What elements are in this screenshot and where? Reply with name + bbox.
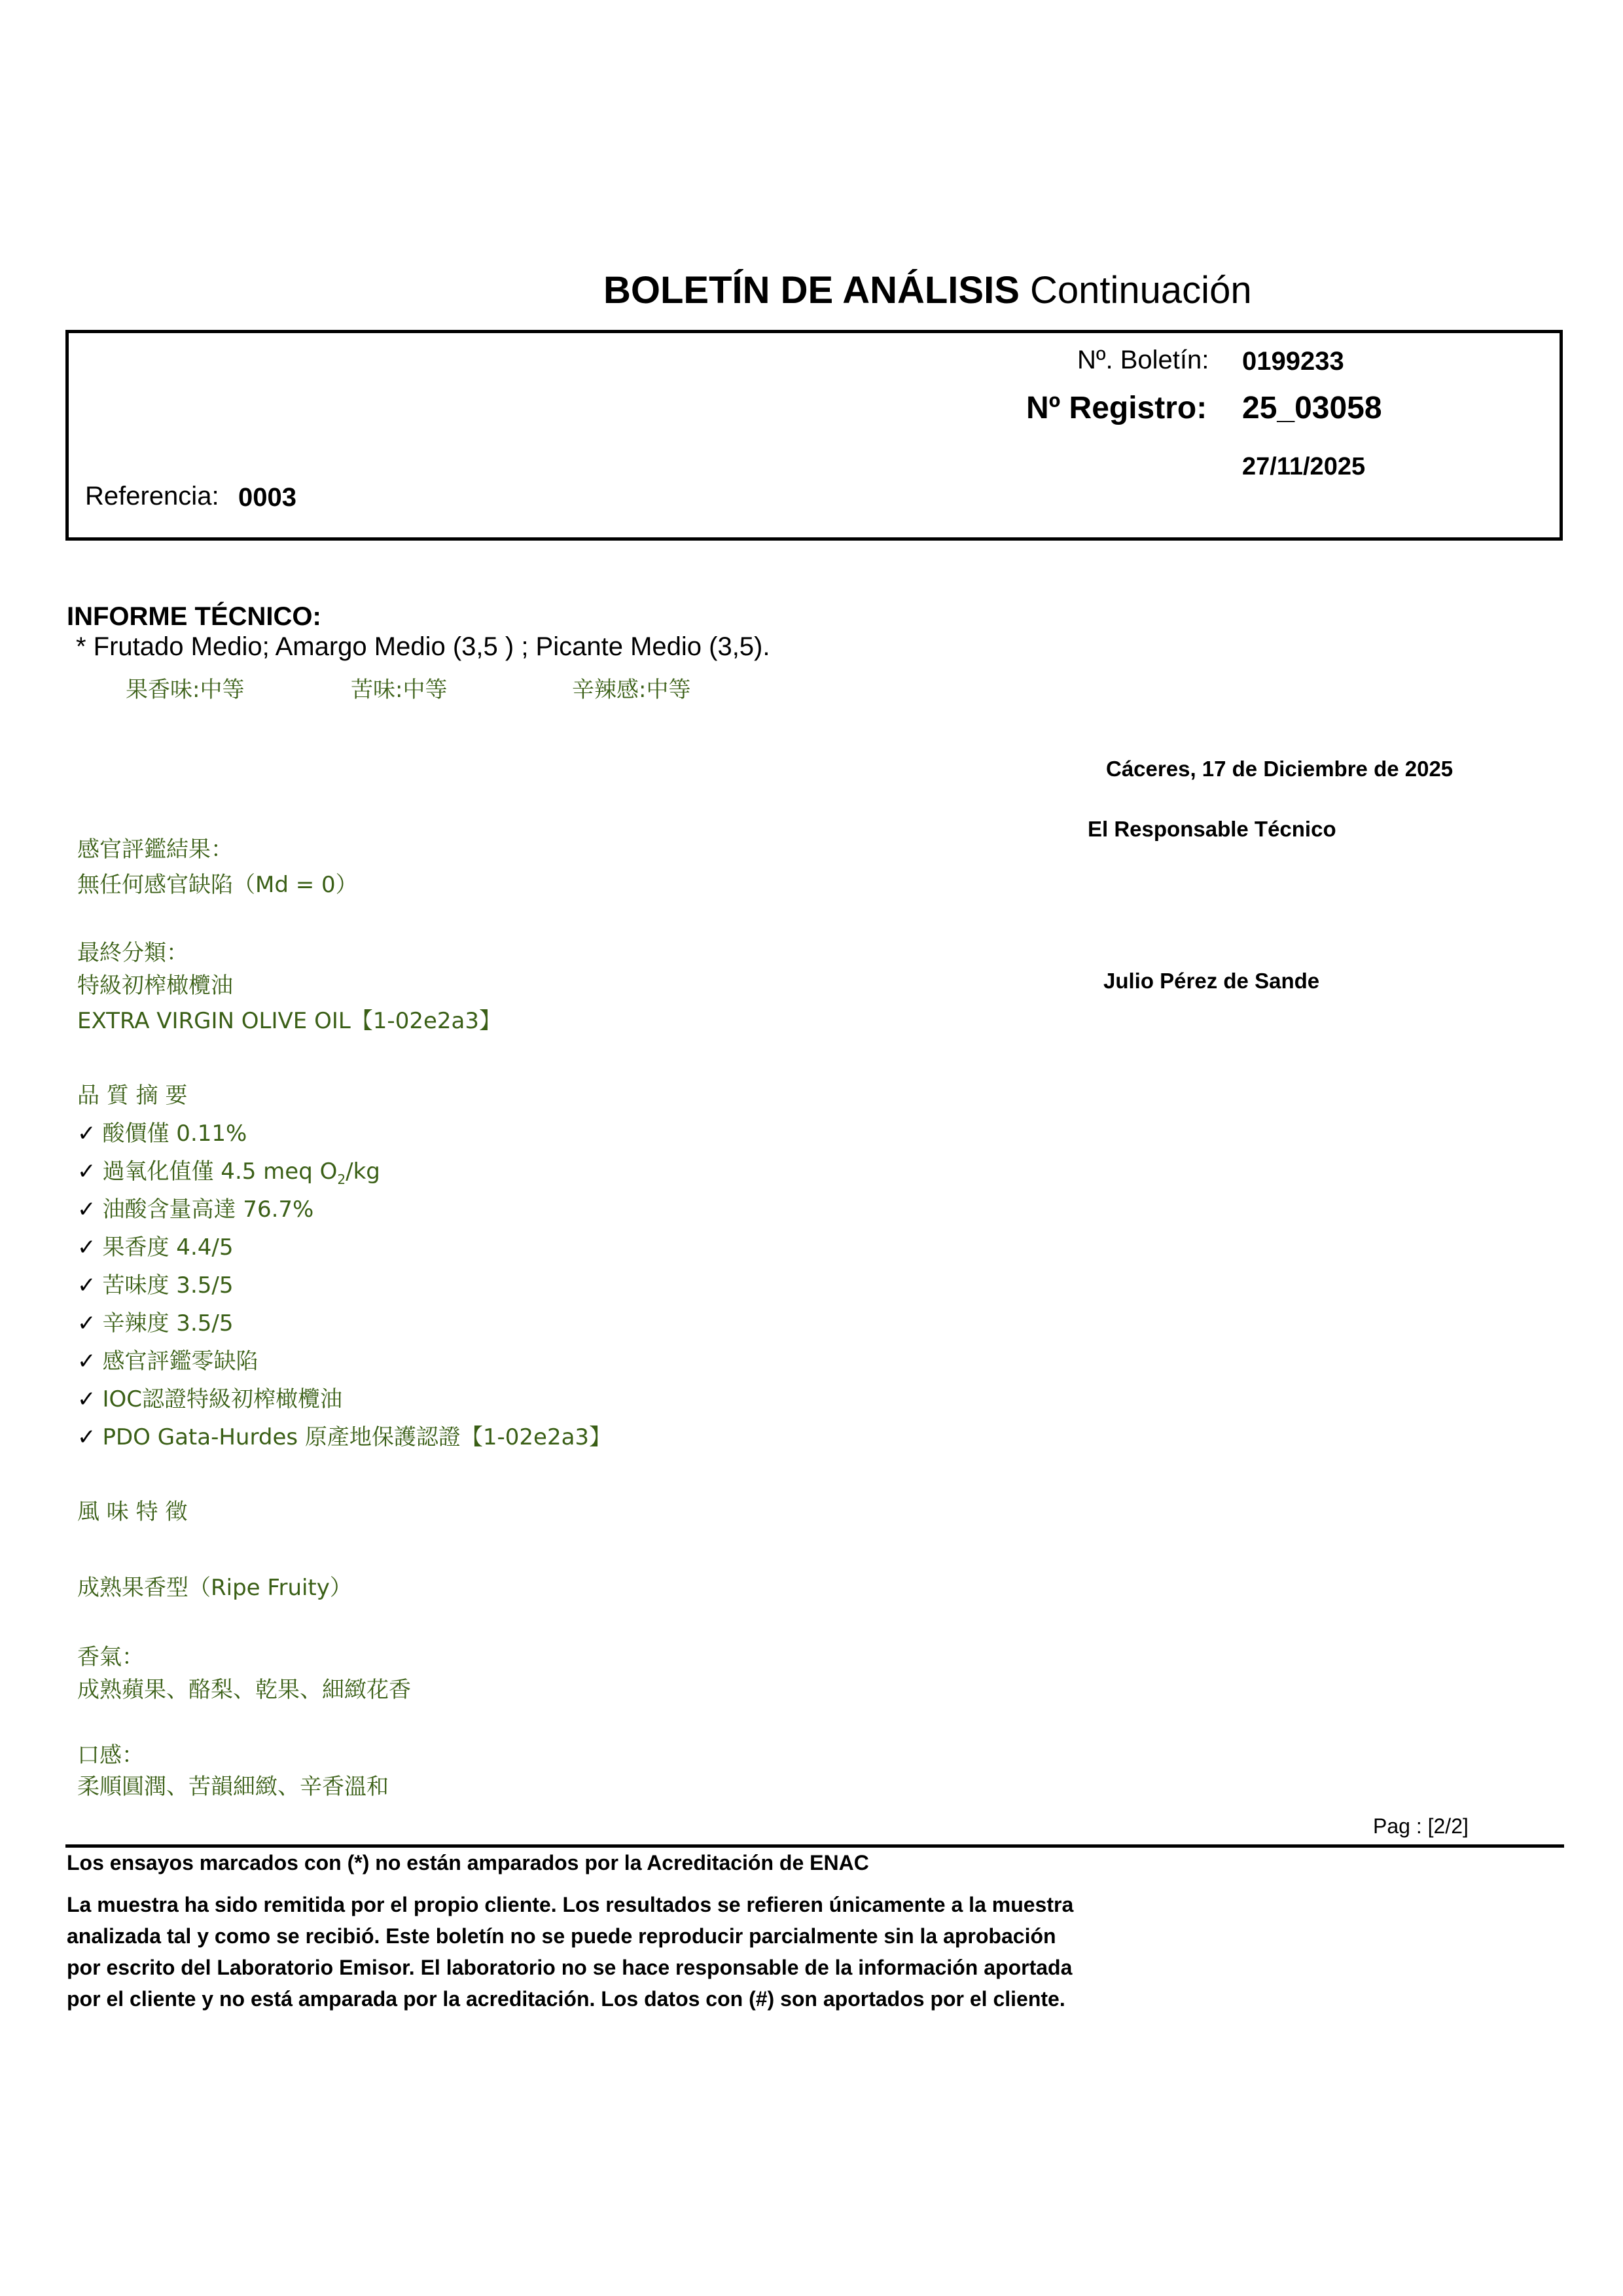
- check-icon: ✓: [77, 1386, 96, 1412]
- zh-bitter: 苦味:中等: [351, 677, 448, 703]
- signature-role: El Responsable Técnico: [1088, 817, 1336, 841]
- aroma-heading: 香氣：: [77, 1644, 144, 1670]
- quality-item: ✓ 辛辣度 3.5/5: [77, 1310, 234, 1336]
- disclaimer-line: analizada tal y como se recibió. Este boletín no se puede reproducir parcialmente sin la aprobación: [67, 1924, 1056, 1948]
- disclaimer-line: por escrito del Laboratorio Emisor. El laboratorio no se hace responsable de la información aportada: [67, 1956, 1073, 1979]
- taste-text: 柔順圓潤、苦韻細緻、辛香溫和: [77, 1774, 389, 1800]
- quality-item: ✓ 過氧化值僅 4.5 meq $O_2/kg$: [77, 1158, 380, 1187]
- footer-divider: [65, 1844, 1564, 1848]
- sensory-heading: 感官評鑑結果：: [77, 836, 233, 863]
- check-icon: ✓: [77, 1158, 96, 1185]
- disclaimer-line: La muestra ha sido remitida por el propio cliente. Los resultados se refieren únicamente a la muestra: [67, 1893, 1074, 1916]
- quality-item: ✓ IOC認證特級初榨橄欖油: [77, 1386, 343, 1412]
- quality-item: ✓ PDO Gata-Hurdes 原產地保護認證【1-02e2a3】: [77, 1424, 612, 1450]
- boletin-value: 0199233: [1242, 347, 1344, 376]
- quality-heading: 品 質 摘 要: [77, 1083, 188, 1109]
- check-icon: ✓: [77, 1424, 96, 1450]
- peroxide-subscript: 2: [337, 1172, 346, 1187]
- check-icon: ✓: [77, 1272, 96, 1299]
- informe-line: * Frutado Medio; Amargo Medio (3,5 ) ; Picante Medio (3,5).: [76, 632, 770, 661]
- check-icon: ✓: [77, 1121, 96, 1147]
- referencia-value: 0003: [238, 483, 296, 512]
- quality-item: ✓ 苦味度 3.5/5: [77, 1272, 234, 1299]
- title-rest: Continuación: [1030, 269, 1252, 312]
- registro-label: Nº Registro:: [1026, 391, 1207, 425]
- quality-item: ✓ 油酸含量高達 76.7%: [77, 1196, 314, 1223]
- check-icon: ✓: [77, 1348, 96, 1374]
- classification-heading: 最終分類：: [77, 940, 188, 966]
- title-bold: BOLETÍN DE ANÁLISIS: [603, 269, 1020, 312]
- place-date: Cáceres, 17 de Diciembre de 2025: [1106, 757, 1454, 781]
- referencia-label: Referencia:: [85, 482, 219, 511]
- informe-title: INFORME TÉCNICO:: [67, 602, 321, 631]
- flavor-type: 成熟果香型（Ripe Fruity）: [77, 1575, 352, 1601]
- boletin-label: Nº. Boletín:: [1077, 346, 1209, 374]
- signature-name: Julio Pérez de Sande: [1103, 969, 1320, 993]
- enac-note: Los ensayos marcados con (*) no están amparados por la Acreditación de ENAC: [67, 1851, 869, 1874]
- zh-fruity: 果香味:中等: [126, 677, 245, 703]
- registro-value: 25_03058: [1242, 391, 1382, 425]
- quality-item: ✓ 感官評鑑零缺陷: [77, 1348, 259, 1374]
- check-icon: ✓: [77, 1310, 96, 1336]
- quality-item: ✓ 酸價僅 0.11%: [77, 1121, 247, 1147]
- aroma-text: 成熟蘋果、酪梨、乾果、細緻花香: [77, 1677, 411, 1703]
- quality-item: ✓ 果香度 4.4/5: [77, 1234, 234, 1261]
- page-number: Pag : [2/2]: [1373, 1814, 1469, 1838]
- check-icon: ✓: [77, 1196, 96, 1223]
- taste-heading: 口感：: [77, 1742, 144, 1768]
- sensory-result: 無任何感官缺陷（Md = 0）: [77, 872, 358, 898]
- disclaimer-line: por el cliente y no está amparada por la acreditación. Los datos con (#) son aportados por el cliente.: [67, 1987, 1065, 2011]
- report-date: 27/11/2025: [1242, 453, 1366, 480]
- flavor-heading: 風 味 特 徵: [77, 1499, 188, 1525]
- classification-en: EXTRA VIRGIN OLIVE OIL【1-02e2a3】: [77, 1008, 501, 1034]
- classification-zh: 特級初榨橄欖油: [77, 973, 233, 999]
- document-title: [603, 267, 1252, 314]
- check-icon: ✓: [77, 1234, 96, 1261]
- zh-pungent: 辛辣感:中等: [572, 677, 691, 703]
